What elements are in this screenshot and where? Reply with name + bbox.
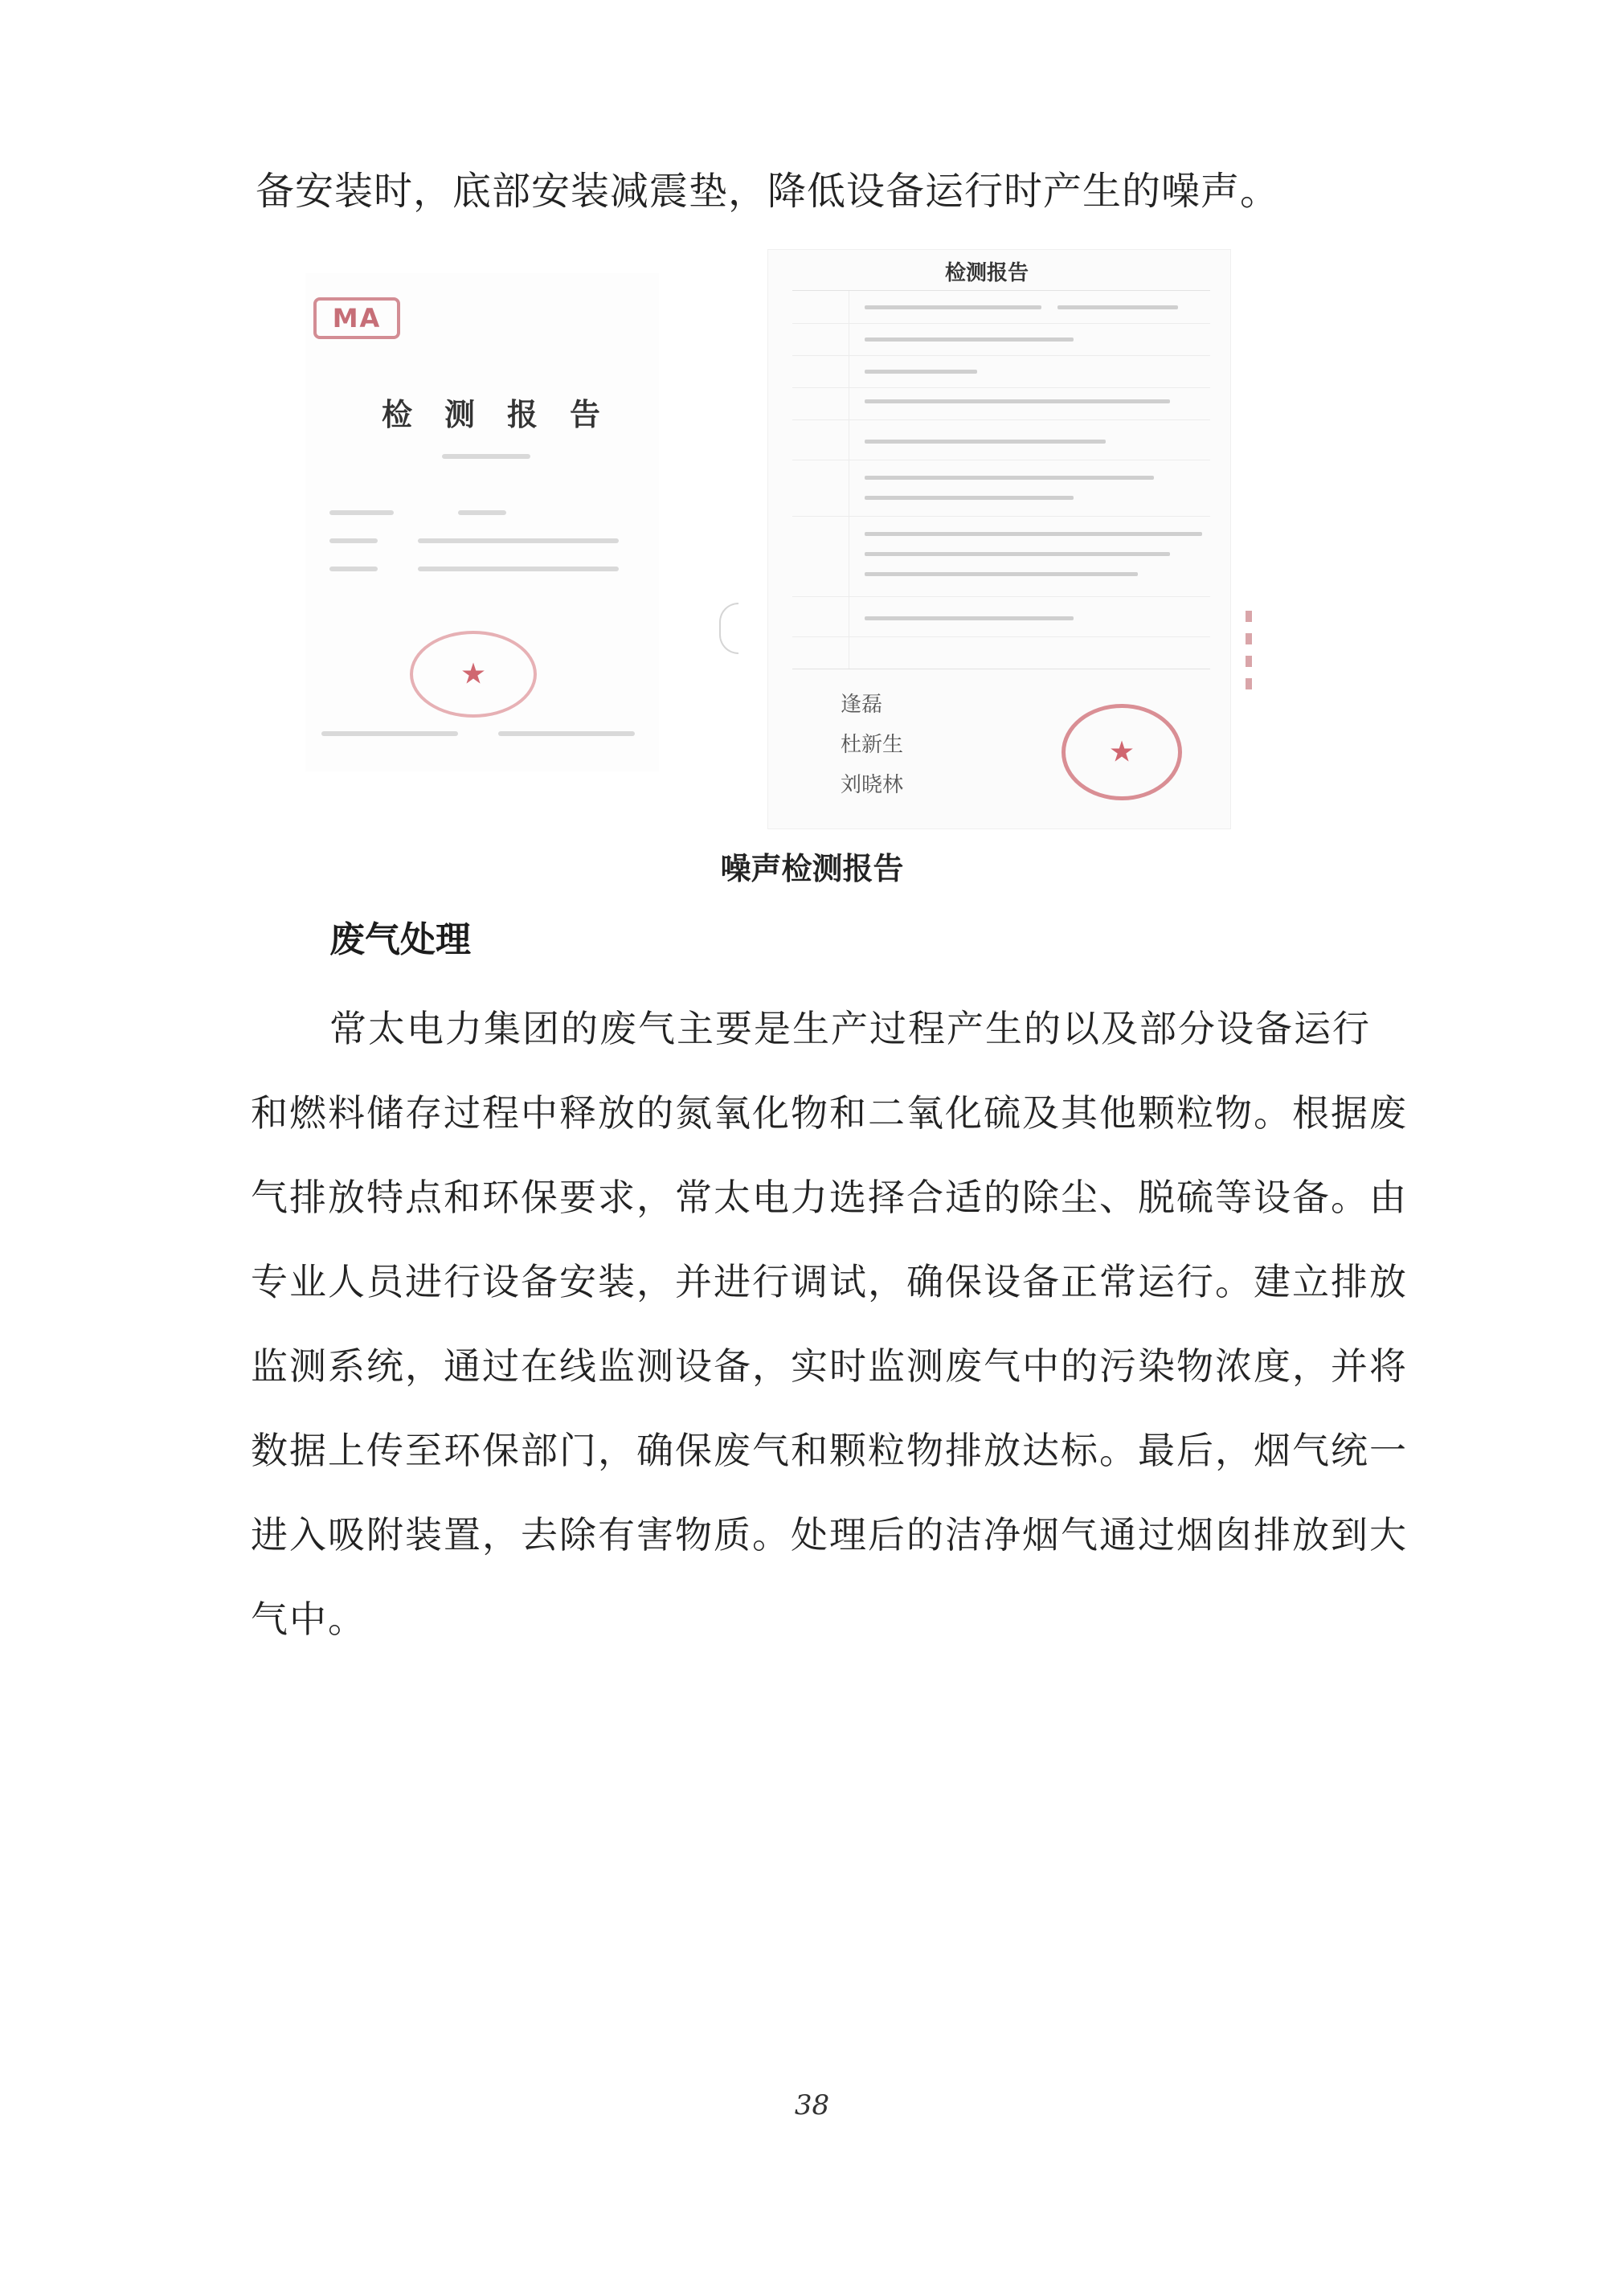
field-value-blur [418, 567, 619, 571]
seal-star-icon: ★ [460, 657, 487, 691]
report-cover-title: 检测报告 [382, 396, 633, 432]
figure-caption: 噪声检测报告 [720, 851, 904, 886]
seal-star-icon: ★ [1108, 735, 1135, 769]
section-heading: 废气处理 [329, 919, 471, 960]
inspection-seal [410, 631, 537, 718]
report-detail-title: 检测报告 [945, 261, 1029, 285]
report-table [792, 290, 1210, 669]
paragraph-line: 数据上传至环保部门，确保废气和颗粒物排放达标。最后，烟气统一 [251, 1429, 1408, 1472]
binding-mark [719, 603, 738, 654]
paragraph-line: 进入吸附装置，去除有害物质。处理后的洁净烟气通过烟囱排放到大 [251, 1513, 1408, 1557]
signature-3: 刘晓林 [841, 773, 904, 797]
signature-1: 逢磊 [841, 693, 883, 717]
report-detail-image [767, 249, 1231, 829]
paragraph-line: 监测系统，通过在线监测设备，实时监测废气中的污染物浓度，并将 [251, 1344, 1408, 1388]
page-edge-mark [1246, 611, 1252, 691]
report-cover-image [305, 273, 659, 771]
paragraph-line: 常太电力集团的废气主要是生产过程产生的以及部分设备运行 [329, 1007, 1371, 1050]
continuation-line: 备安装时，底部安装减震垫，降低设备运行时产生的噪声。 [256, 169, 1280, 214]
field-value-blur [458, 510, 506, 515]
footer-blur [321, 731, 458, 736]
paragraph-line: 专业人员进行设备安装，并进行调试，确保设备正常运行。建立排放 [251, 1260, 1408, 1303]
page-number: 38 [794, 2089, 830, 2121]
field-value-blur [418, 538, 619, 543]
paragraph-line: 和燃料储存过程中释放的氮氧化物和二氧化硫及其他颗粒物。根据废 [251, 1091, 1408, 1135]
cma-logo-icon: MA [313, 297, 400, 339]
paragraph-line: 气排放特点和环保要求，常太电力选择合适的除尘、脱硫等设备。由 [251, 1176, 1408, 1219]
signature-2: 杜新生 [841, 733, 904, 757]
paragraph-line: 气中。 [251, 1598, 366, 1641]
field-label-blur [329, 538, 378, 543]
inspection-seal [1062, 704, 1182, 800]
report-number-blur [442, 454, 530, 459]
field-label-blur [329, 567, 378, 571]
field-label-blur [329, 510, 394, 515]
footer-blur [498, 731, 635, 736]
